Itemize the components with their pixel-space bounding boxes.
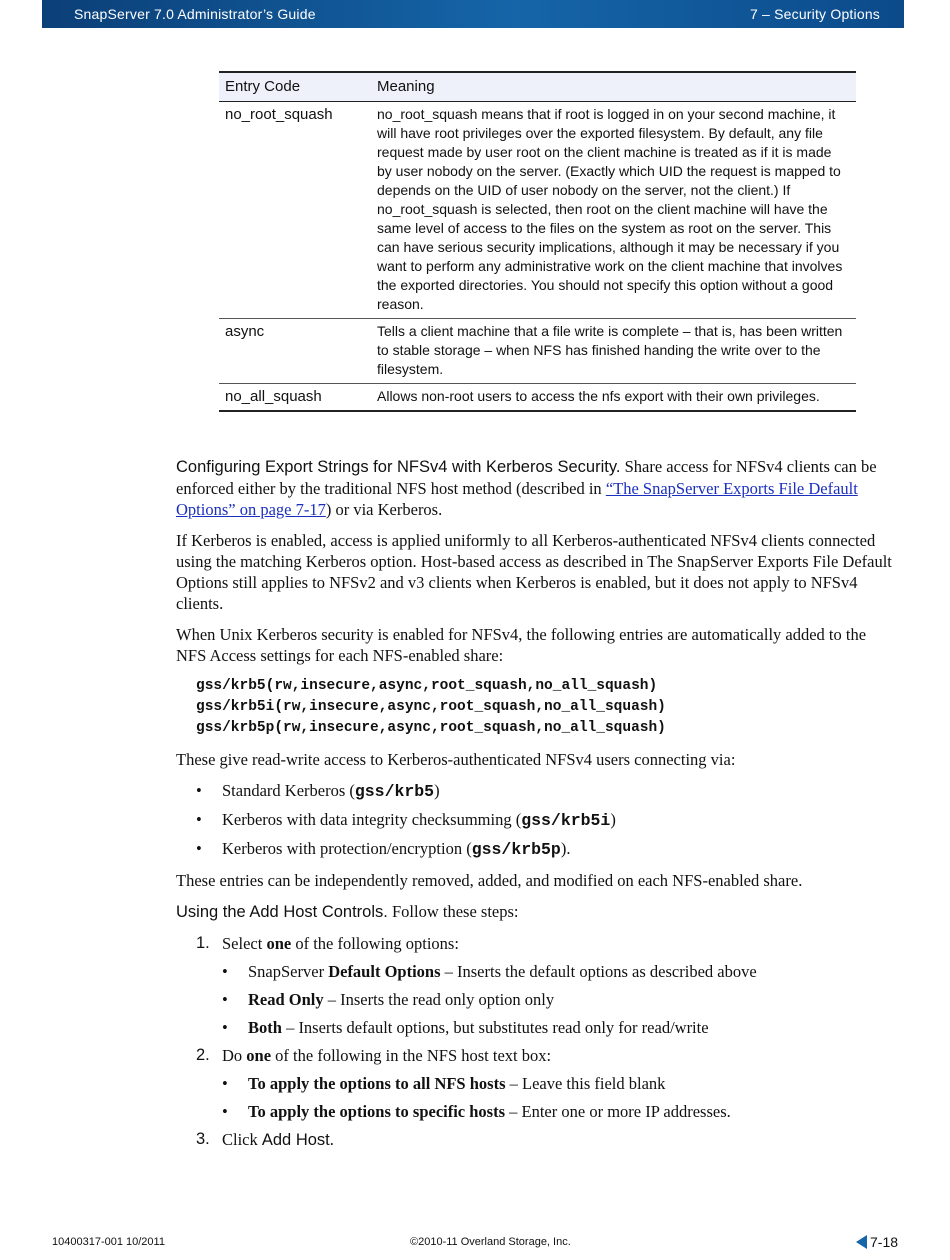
- column-header-meaning: Meaning: [371, 72, 856, 102]
- kerberos-intro-text-end: ) or via Kerberos.: [325, 500, 443, 519]
- option-name: To apply the options to specific hosts: [248, 1102, 506, 1121]
- step2-option-list: [222, 1073, 900, 1122]
- kerberos-code-block: [196, 676, 900, 739]
- kerberos-paragraph-2: If Kerberos is enabled, access is applied uniformly to all Kerberos-authenticated NFSv4 clients connected using the matching Kerberos option. Host-based access as described in The SnapServer Exports File Default Options still applies to NFSv2 and v3 clients when Kerberos is enabled, but it does not apply to NFSv4 clients.: [176, 531, 892, 613]
- option-name: Default Options: [328, 962, 441, 981]
- list-item: [196, 809, 900, 831]
- footer-page-nav[interactable]: [856, 1234, 898, 1250]
- step-item: [196, 1129, 900, 1151]
- meaning-text: no_root_squash means that if root is logged in on your second machine, it will have root privileges over the exported filesystem. By default, any file request made by user root on the client machine is treated as if it is made by user: [377, 106, 836, 179]
- step-text: .: [329, 1130, 334, 1149]
- list-item-end: ): [610, 810, 616, 829]
- step-item: [196, 933, 900, 1038]
- meaning-text: on the server. (Exactly which UID the request is mapped to depends on the UID of user: [377, 163, 841, 198]
- step-emphasis: one: [246, 1046, 272, 1065]
- step-text: Do: [222, 1046, 247, 1065]
- option-name: Read Only: [248, 990, 324, 1009]
- kerberos-paragraph-4: These give read-write access to Kerberos-authenticated NFSv4 users connecting via:: [176, 750, 736, 769]
- list-item: [222, 961, 900, 982]
- previous-page-arrow-icon[interactable]: [856, 1235, 867, 1249]
- step-text: Click: [222, 1130, 262, 1149]
- add-host-steps: [176, 933, 900, 1151]
- kerberos-intro-text: Share access for NFSv4 clients can be enforced either by the traditional NFS host method (described in: [176, 457, 877, 498]
- main-content: [176, 456, 900, 1158]
- meaning-cell: Tells a client machine that a file write is complete – that is, has been written to stable storage – when NFS has finished handing the write over to the filesystem.: [371, 319, 856, 384]
- option-description: – Enter one or more IP addresses.: [505, 1102, 731, 1121]
- add-host-section-heading: Using the Add Host Controls.: [176, 903, 388, 921]
- list-item-code: gss/krb5p: [471, 840, 561, 859]
- entry-code-table: [219, 71, 856, 412]
- list-item-code: gss/krb5i: [521, 811, 611, 830]
- step-text: of the following options:: [291, 934, 459, 953]
- kerberos-paragraph-5: These entries can be independently removed, added, and modified on each NFS-enabled share.: [176, 871, 803, 890]
- option-text: SnapServer: [248, 962, 329, 981]
- step-emphasis: one: [266, 934, 292, 953]
- option-name: Both: [248, 1018, 282, 1037]
- exports-default-options-link[interactable]: “The SnapServer Exports File Default Options” on page 7-17: [176, 479, 858, 519]
- list-item-end: ).: [560, 839, 571, 858]
- code-line: gss/krb5(rw,insecure,async,root_squash,no_all_squash): [196, 678, 658, 694]
- option-description: – Inserts the default options as described above: [440, 962, 757, 981]
- table-row: [219, 319, 856, 384]
- meaning-user-nobody: nobody: [552, 182, 599, 198]
- list-item-code: gss/krb5: [354, 782, 435, 801]
- list-item-text: Standard Kerberos (: [222, 781, 355, 800]
- add-host-ui-label: Add Host: [261, 1131, 330, 1149]
- step1-option-list: [222, 961, 900, 1038]
- list-item-text: Kerberos with protection/encryption (: [222, 839, 472, 858]
- footer-copyright: ©2010-11 Overland Storage, Inc.: [410, 1236, 571, 1248]
- option-name: To apply the options to all NFS hosts: [248, 1074, 506, 1093]
- kerberos-intro-paragraph: [176, 456, 900, 520]
- step-text: of the following in the NFS host text box:: [271, 1046, 552, 1065]
- page-number: 7-18: [870, 1234, 899, 1250]
- list-item: [222, 1073, 900, 1094]
- kerberos-variant-list: [176, 780, 900, 860]
- option-description: – Inserts default options, but substitutes read only for read/write: [281, 1018, 709, 1037]
- header-guide-title: SnapServer 7.0 Administrator’s Guide: [74, 6, 316, 22]
- entry-code-cell: async: [219, 319, 371, 384]
- code-line: gss/krb5p(rw,insecure,async,root_squash,no_all_squash): [196, 720, 666, 736]
- step-item: [196, 1045, 900, 1122]
- option-description: – Inserts the read only option only: [323, 990, 555, 1009]
- list-item: [222, 1017, 900, 1038]
- step-text: Select: [222, 934, 267, 953]
- table-row: [219, 384, 856, 412]
- footer-doc-number: 10400317-001 10/2011: [52, 1236, 165, 1248]
- step-number: 3.: [196, 1130, 210, 1148]
- add-host-intro-paragraph: [176, 901, 900, 923]
- code-line: gss/krb5i(rw,insecure,async,root_squash,no_all_squash): [196, 699, 666, 715]
- meaning-cell: [371, 102, 856, 319]
- meaning-user-nobody: nobody: [426, 163, 473, 179]
- entry-code-cell: no_all_squash: [219, 384, 371, 412]
- kerberos-paragraph-3: When Unix Kerberos security is enabled for NFSv4, the following entries are automatically added to the NFS Access settings for each NFS-enabled share:: [176, 625, 867, 665]
- step-number: 2.: [196, 1046, 210, 1064]
- meaning-text: on the server, not the client.) If no_root_squash is selected, then root on the client machine will have the same level of access to the files on the system as root on the server. This can have serious security implications, although it may be necessary if you want to perform any administrative work on the client machine that involves the exported directories. You should not specify this option without a good reason.: [377, 182, 843, 312]
- list-item: [196, 838, 900, 860]
- list-item: [222, 1101, 900, 1122]
- entry-code-cell: no_root_squash: [219, 102, 371, 319]
- list-item: [222, 989, 900, 1010]
- header-chapter-title: 7 – Security Options: [749, 6, 880, 22]
- kerberos-section-heading: Configuring Export Strings for NFSv4 with Kerberos Security.: [176, 458, 621, 476]
- list-item: [196, 780, 900, 802]
- page-header: [42, 0, 904, 28]
- table-row: [219, 102, 856, 319]
- option-description: – Leave this field blank: [505, 1074, 666, 1093]
- list-item-end: ): [434, 781, 440, 800]
- table-header-row: [219, 72, 856, 102]
- step-number: 1.: [196, 934, 210, 952]
- add-host-intro-text: Follow these steps:: [387, 902, 519, 921]
- column-header-entry-code: Entry Code: [219, 72, 371, 102]
- meaning-cell: Allows non-root users to access the nfs export with their own privileges.: [371, 384, 856, 412]
- list-item-text: Kerberos with data integrity checksumming (: [222, 810, 522, 829]
